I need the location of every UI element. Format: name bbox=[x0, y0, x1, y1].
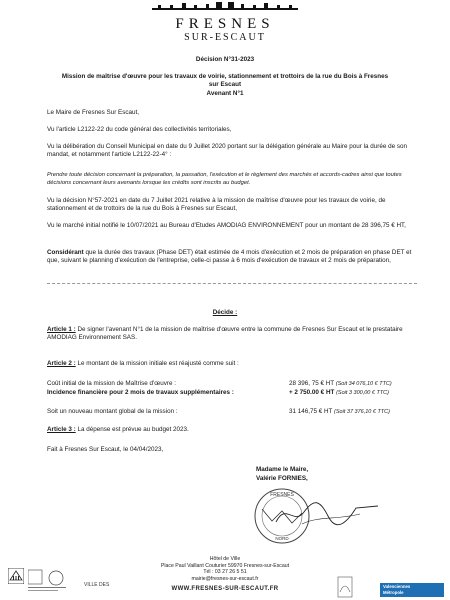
valenciennes-label-1: Valenciennes bbox=[383, 584, 411, 589]
avenant-number: Avenant N°1 bbox=[206, 90, 244, 97]
valenciennes-metropole-logo bbox=[380, 583, 444, 597]
financial-impact-label: Incidence financière pour 2 mois de travaux supplémentaires : bbox=[47, 389, 234, 396]
separator-line bbox=[47, 283, 417, 284]
castle-icon bbox=[150, 2, 300, 16]
article-3-label: Article 3 : bbox=[47, 426, 76, 433]
footer-line-3: Tél : 03 27 26 5 51 bbox=[203, 569, 247, 576]
delegation-quote: Prendre toute décision concernant la préparation, la passation, l'exécution et le règlement des marchés et accords-cadres ainsi que toutes décisions concernant leurs avenants lorsque les crédits sont inscrits au budget. bbox=[47, 172, 402, 186]
new-amount-value bbox=[289, 408, 390, 416]
article-1-text: De signer l'avenant N°1 de la mission de maîtrise d'œuvre entre la commune de Fresnes Sur Escaut et le prestataire AMODIAG Environnement SAS. bbox=[47, 326, 403, 342]
unesco-logo-icon bbox=[8, 568, 24, 584]
article-3 bbox=[47, 426, 189, 434]
cost-initial-value bbox=[289, 380, 392, 388]
financial-impact-ht: + 2 750.00 € HT bbox=[289, 389, 335, 396]
article-1 bbox=[47, 326, 417, 342]
decision-number: Décision N°31-2023 bbox=[195, 56, 255, 63]
vu-deliberation: Vu la délibération du Conseil Municipal en date du 9 Juillet 2020 portant sur la délégation générale au Maire pour la durée de son mandat, et notamment l'article L2122-22-4° : bbox=[47, 143, 407, 159]
mission-title: Mission de maîtrise d'œuvre pour les travaux de voirie, stationnement et trottoirs de la rue du Bois à Fresnes sur Escaut bbox=[61, 73, 389, 89]
considerant-text: que la durée des travaux (Phase DET) était estimée de 4 mois d'exécution et 2 mois de préparation en phase DET et que, suivant le planning d'exécution de l'entreprise, celle-ci passe à 6 mois d'exécution de travaux et 2 mois de préparation, bbox=[47, 249, 412, 265]
signatory-role: Madame le Maire, bbox=[256, 466, 309, 473]
new-amount-ttc: (Soit 37 376,10 € TTC) bbox=[334, 409, 390, 415]
footer-address bbox=[125, 556, 325, 582]
town-name: FRESNES bbox=[175, 16, 275, 32]
stamp-bottom-text: NORD bbox=[275, 536, 289, 541]
ville-label: VILLE DES bbox=[84, 582, 110, 588]
region-logo-icon bbox=[337, 576, 353, 598]
considerant-paragraph bbox=[47, 249, 417, 265]
vu-marche: Vu le marché initial notifié le 10/07/2021 au Bureau d'Etudes AMODIAG ENVIRONNEMENT pour un montant de 28 396,75 € HT, bbox=[47, 222, 406, 229]
mayor-intro: Le Maire de Fresnes Sur Escaut, bbox=[47, 109, 140, 116]
article-2-label: Article 2 : bbox=[47, 360, 76, 367]
decide-heading: Décide : bbox=[212, 309, 238, 316]
stamp-top-text: FRESNES bbox=[270, 492, 294, 498]
footer-line-4: mairie@fresnes-sur-escaut.fr bbox=[191, 575, 259, 582]
cost-initial-ht: 28 396, 75 € HT bbox=[289, 380, 335, 387]
handwritten-signature bbox=[272, 494, 382, 534]
footer-line-2: Place Paul Vaillant Couturier 59970 Fresnes-sur-Escaut bbox=[160, 562, 290, 569]
new-amount-ht: 31 146,75 € HT bbox=[289, 408, 333, 415]
heritage-logo-icon bbox=[28, 568, 68, 596]
article-2 bbox=[47, 360, 417, 368]
financial-impact-ttc: (Soit 3 300,00 € TTC) bbox=[336, 390, 389, 396]
article-1-label: Article 1 : bbox=[47, 326, 76, 333]
new-amount-label: Soit un nouveau montant global de la mission : bbox=[47, 408, 178, 415]
considerant-label: Considérant bbox=[47, 249, 84, 256]
vu-article: Vu l'article L2122-22 du code général des collectivités territoriales, bbox=[47, 126, 232, 133]
article-2-text: Le montant de la mission initiale est réajusté comme suit : bbox=[75, 360, 239, 367]
cost-initial-ttc: (Soit 34 076,10 € TTC) bbox=[335, 381, 392, 387]
financial-impact-value bbox=[289, 389, 389, 397]
town-logo bbox=[0, 2, 450, 43]
vu-decision: Vu la décision N°57-2021 en date du 7 Juillet 2021 relative à la mission de maîtrise d'œuvre pour les travaux de voirie, de stationnement et de trottoirs de la rue du Bois à Fresnes sur Escaut, bbox=[47, 197, 386, 213]
town-subtitle: SUR-ESCAUT bbox=[184, 32, 266, 43]
cost-initial-label: Coût initial de la mission de Maîtrise d'œuvre : bbox=[47, 380, 176, 387]
valenciennes-label-2: Métropole bbox=[383, 589, 404, 595]
signatory-name: Valérie FORNIES, bbox=[256, 475, 308, 482]
footer-website[interactable]: WWW.FRESNES-SUR-ESCAUT.FR bbox=[171, 586, 279, 592]
article-3-text: La dépense est prévue au budget 2023. bbox=[75, 426, 189, 433]
footer-line-1: Hôtel de Ville bbox=[209, 556, 241, 562]
place-date: Fait à Fresnes Sur Escaut, le 04/04/2023, bbox=[47, 446, 164, 453]
